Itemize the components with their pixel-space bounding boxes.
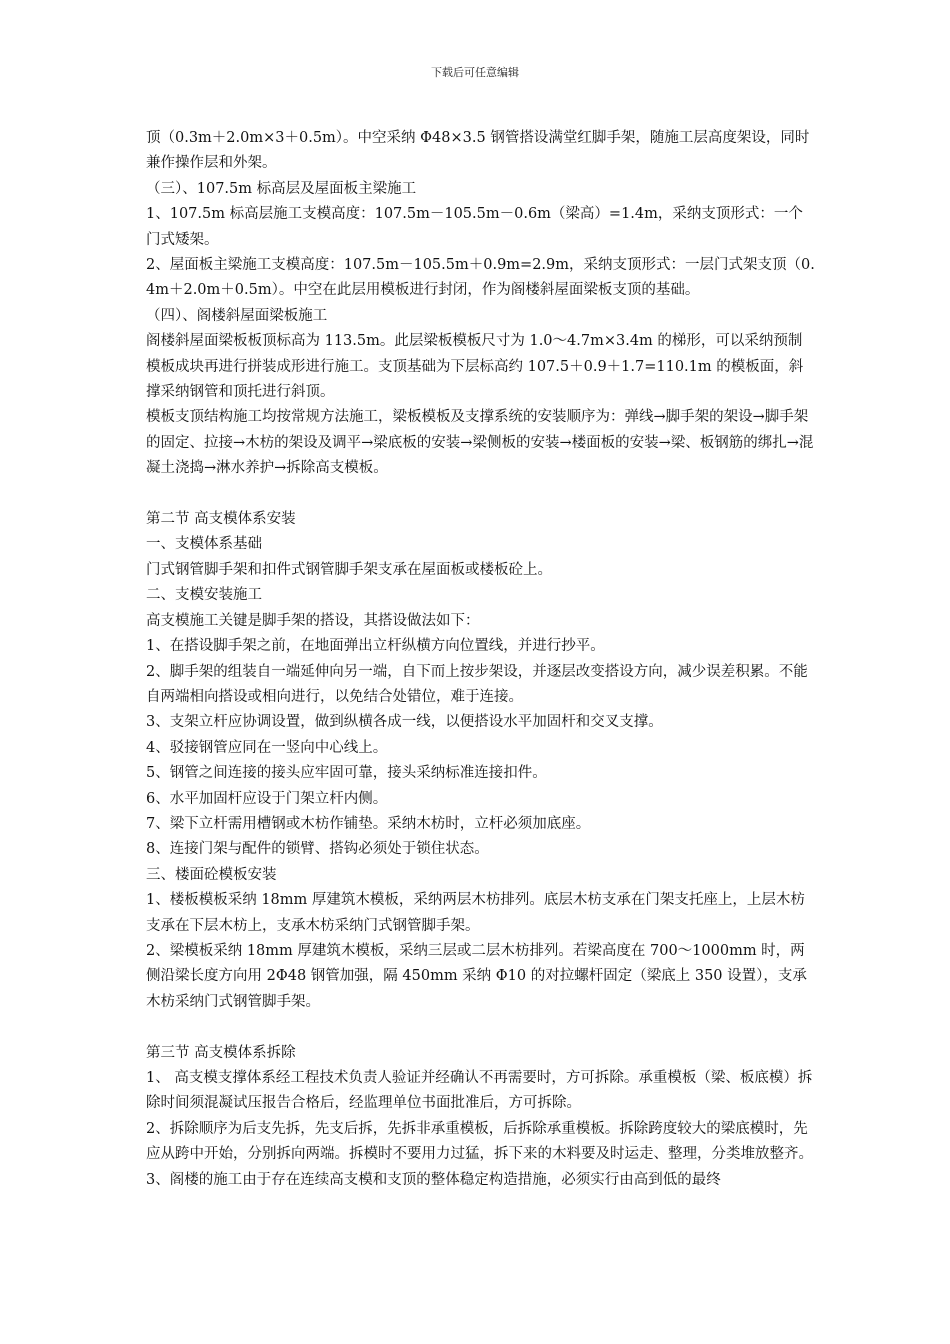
list-item: 5、钢管之间连接的接头应牢固可靠，接头采纳标准连接扣件。 <box>146 765 547 782</box>
subsection-heading: 一、支模体系基础 <box>146 536 262 553</box>
list-item: 3、支架立杆应协调设置，做到纵横各成一线，以便搭设水平加固杆和交叉支撑。 <box>146 714 663 731</box>
list-item: 7、梁下立杆需用槽钢或木枋作铺垫。采纳木枋时，立杆必须加底座。 <box>146 815 591 832</box>
paragraph: 阁楼斜屋面梁板板顶标高为 113.5m。此层梁板模板尺寸为 1.0～4.7m×3.4m 的梯形，可以采纳预制模板成块再进行拼装成形进行施工。支顶基础为下层标高约 107.5＋0.9＋1.7=110.1m 的模板面，斜撑采纳钢管和顶托进行斜顶。 <box>146 333 804 401</box>
paragraph: 模板支顶结构施工均按常规方法施工，梁板模板及支撑系统的安装顺序为：弹线→脚手架的架设→脚手架的固定、拉接→木枋的架设及调平→梁底板的安装→梁侧板的安装→楼面板的安装→梁、板钢筋的绑扎→混凝土浇捣→淋水养护→拆除高支模板。 <box>146 409 814 477</box>
paragraph: 2、屋面板主梁施工支模高度：107.5m－105.5m＋0.9m=2.9m，采纳支顶形式：一层门式架支顶（0.4m＋2.0m＋0.5m）。中空在此层用模板进行封闭，作为阁楼斜屋面梁板支顶的基础。 <box>146 257 815 299</box>
subsection-heading: 三、楼面砼模板安装 <box>146 866 277 883</box>
paragraph: 高支模施工关键是脚手架的搭设，其搭设做法如下： <box>146 612 480 629</box>
paragraph: 门式钢管脚手架和扣件式钢管脚手架支承在屋面板或楼板砼上。 <box>146 561 552 578</box>
list-item: 6、水平加固杆应设于门架立杆内侧。 <box>146 790 388 807</box>
list-item: 2、梁模板采纳 18mm 厚建筑木模板，采纳三层或二层木枋排列。若梁高度在 700～1000mm 时，两侧沿梁长度方向用 2Φ48 钢管加强，隔 450mm 采纳 Φ10 的对拉螺杆固定（梁底上 350 设置），支承木枋采纳门式钢管脚手架。 <box>146 942 807 1010</box>
list-item: 4、驳接钢管应同在一竖向中心线上。 <box>146 739 388 756</box>
paragraph: 1、107.5m 标高层施工支模高度：107.5m－105.5m－0.6m（梁高）=1.4m，采纳支顶形式：一个门式矮架。 <box>146 206 803 248</box>
subsection-heading: （四）、阁楼斜屋面梁板施工 <box>146 307 328 324</box>
list-item: 2、脚手架的组装自一端延伸向另一端，自下而上按步架设，并逐层改变搭设方向，减少误差积累。不能自两端相向搭设或相向进行，以免结合处错位，难于连接。 <box>146 663 808 705</box>
subsection-heading: 二、支模安装施工 <box>146 587 262 604</box>
list-item: 1、在搭设脚手架之前，在地面弹出立杆纵横方向位置线，并进行抄平。 <box>146 638 605 655</box>
subsection-heading: （三）、107.5m 标高层及屋面板主梁施工 <box>146 180 417 197</box>
list-item: 8、连接门架与配件的锁臂、搭钩必须处于锁住状态。 <box>146 841 489 858</box>
list-item: 1、楼板模板采纳 18mm 厚建筑木模板，采纳两层木枋排列。底层木枋支承在门架支托座上，上层木枋支承在下层木枋上，支承木枋采纳门式钢管脚手架。 <box>146 892 805 934</box>
list-item: 2、拆除顺序为后支先拆，先支后拆，先拆非承重模板，后拆除承重模板。拆除跨度较大的梁底模时，先应从跨中开始，分别拆向两端。拆模时不要用力过猛，拆下来的木料要及时运走、整理，分类堆放整齐。 <box>146 1120 813 1163</box>
section-title: 第三节 高支模体系拆除 <box>146 1044 296 1061</box>
section-title: 第二节 高支模体系安装 <box>146 511 296 528</box>
page-header-note: 下载后可任意编辑 <box>431 66 519 79</box>
list-item: 3、阁楼的施工由于存在连续高支模和支顶的整体稳定构造措施，必须实行由高到低的最终 <box>146 1171 721 1188</box>
document-body <box>146 126 816 1193</box>
list-item: 1、 高支模支撑体系经工程技术负责人验证并经确认不再需要时，方可拆除。承重模板（梁、板底模）拆除时间须混凝试压报告合格后，经监理单位书面批准后，方可拆除。 <box>146 1070 813 1112</box>
paragraph: 顶（0.3m＋2.0m×3＋0.5m）。中空采纳 Φ48×3.5 钢管搭设满堂红脚手架，随施工层高度架设，同时兼作操作层和外架。 <box>146 130 810 172</box>
